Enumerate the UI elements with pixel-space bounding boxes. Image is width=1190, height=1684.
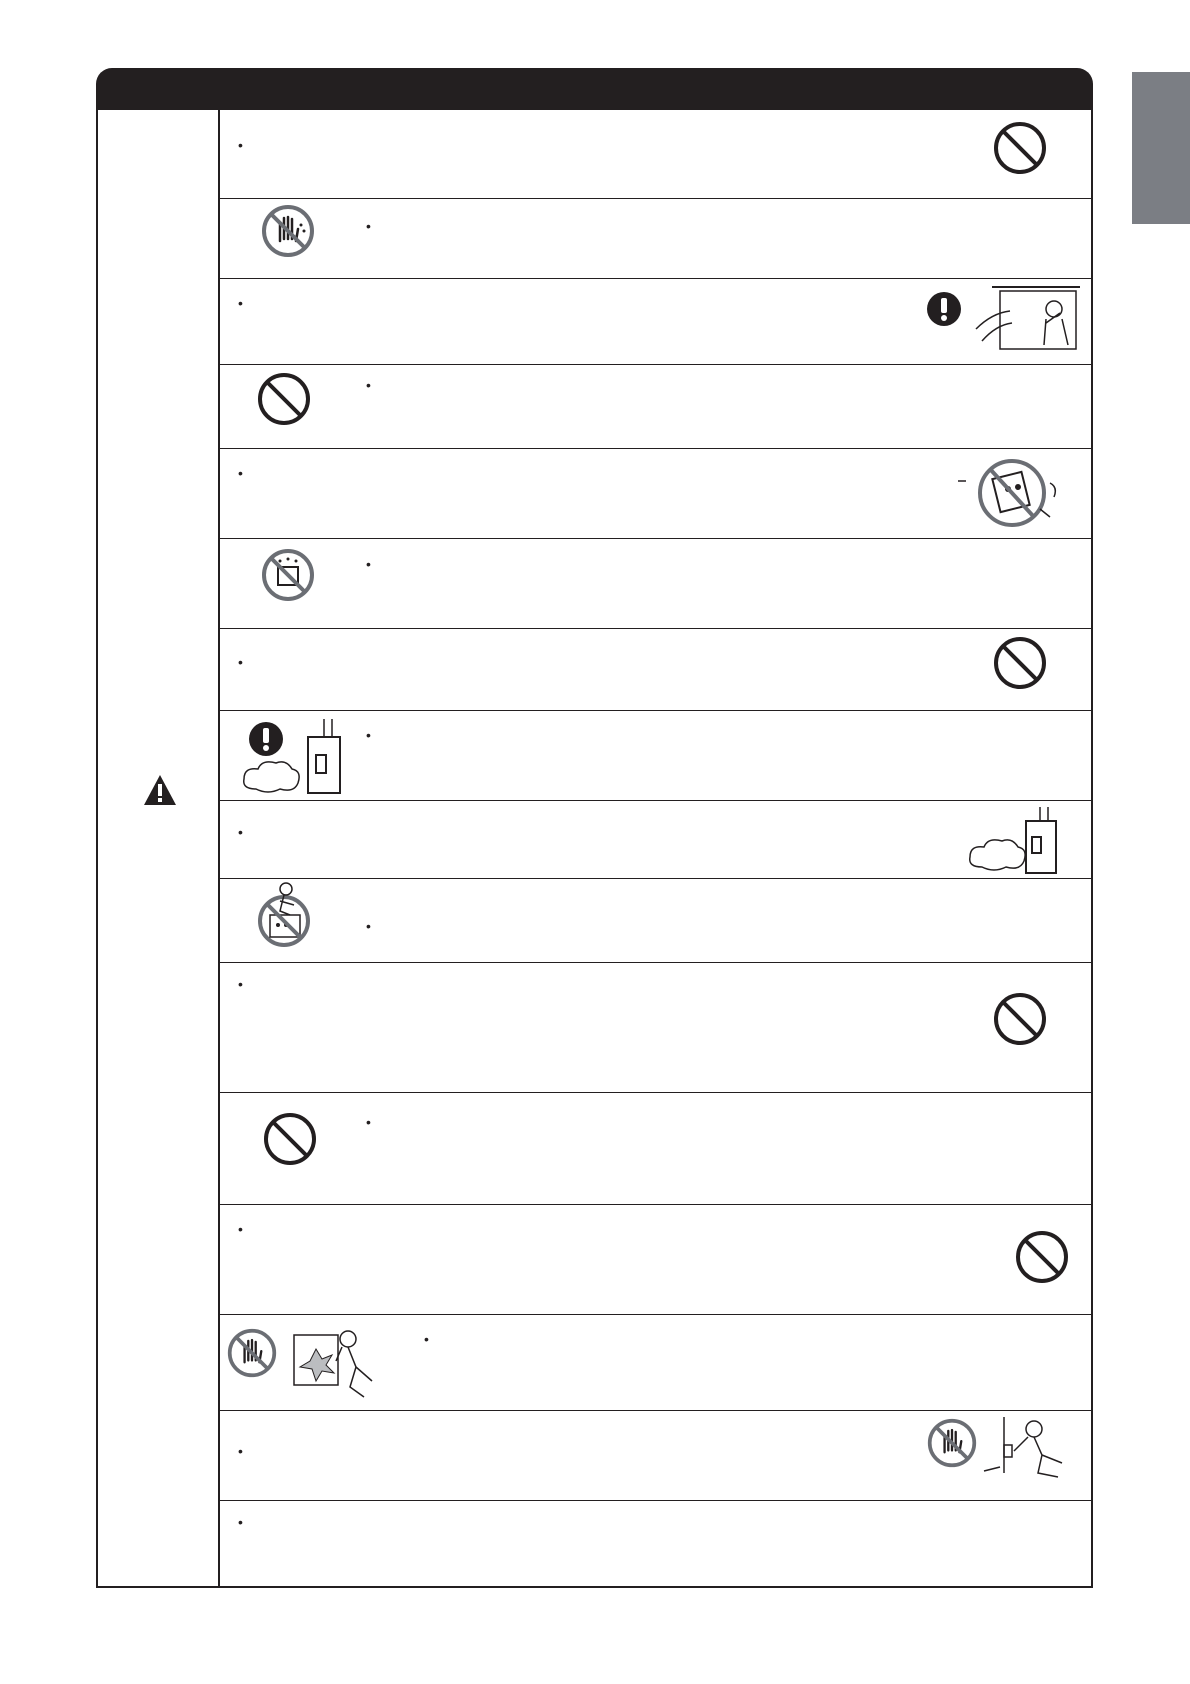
precaution-row-7 [220,629,1091,711]
precaution-row-13 [220,1205,1091,1315]
bullet: • [238,1514,243,1530]
precaution-row-16 [220,1501,1091,1588]
prohibition-circle-icon [992,635,1048,691]
bullet: • [366,556,371,572]
bullet: • [366,727,371,743]
warning-column [98,109,220,1586]
no-touch-hand-icon [226,1327,278,1379]
precaution-row-15 [220,1411,1091,1501]
bullet: • [424,1331,429,1347]
precaution-row-5 [220,449,1091,539]
warning-triangle-icon [142,773,178,807]
window-ventilation-illustration [972,283,1082,353]
mandatory-exclamation-icon [926,291,962,327]
prohibition-circle-icon [1014,1229,1070,1285]
bullet: • [238,295,243,311]
no-climbing-on-unit-icon [254,879,314,949]
precaution-row-8 [220,711,1091,801]
bullet: • [238,654,243,670]
no-touch-wet-hand-icon [260,203,316,259]
child-at-outlet-illustration [982,1413,1082,1483]
table-header-bar [96,68,1093,110]
precaution-row-9 [220,801,1091,879]
child-touching-unit-illustration [290,1321,386,1403]
bullet: • [238,137,243,153]
precaution-row-4 [220,365,1091,449]
no-touch-hand-icon [926,1417,978,1469]
precaution-row-10 [220,879,1091,963]
safety-precautions-table [96,109,1093,1588]
circuit-breaker-illustration [240,715,350,797]
bullet: • [366,377,371,393]
chapter-side-tab [1132,72,1190,224]
precaution-row-11 [220,963,1091,1093]
precaution-row-6 [220,539,1091,629]
precaution-row-12 [220,1093,1091,1205]
bullet: • [238,465,243,481]
bullet: • [238,976,243,992]
no-water-unit-icon [260,547,316,603]
prohibition-circle-icon [256,371,312,427]
precaution-row-2 [220,199,1091,279]
prohibition-circle-icon [992,991,1048,1047]
precaution-row-14 [220,1315,1091,1411]
prohibition-circle-icon [262,1111,318,1167]
precaution-row-1 [220,109,1091,199]
prohibition-circle-icon [992,120,1048,176]
bullet: • [238,1443,243,1459]
no-water-splash-unit-illustration [950,453,1070,533]
circuit-breaker-illustration [966,805,1066,877]
bullet: • [366,1114,371,1130]
precaution-row-3 [220,279,1091,365]
bullet: • [366,918,371,934]
bullet: • [238,824,243,840]
bullet: • [238,1221,243,1237]
bullet: • [366,218,371,234]
